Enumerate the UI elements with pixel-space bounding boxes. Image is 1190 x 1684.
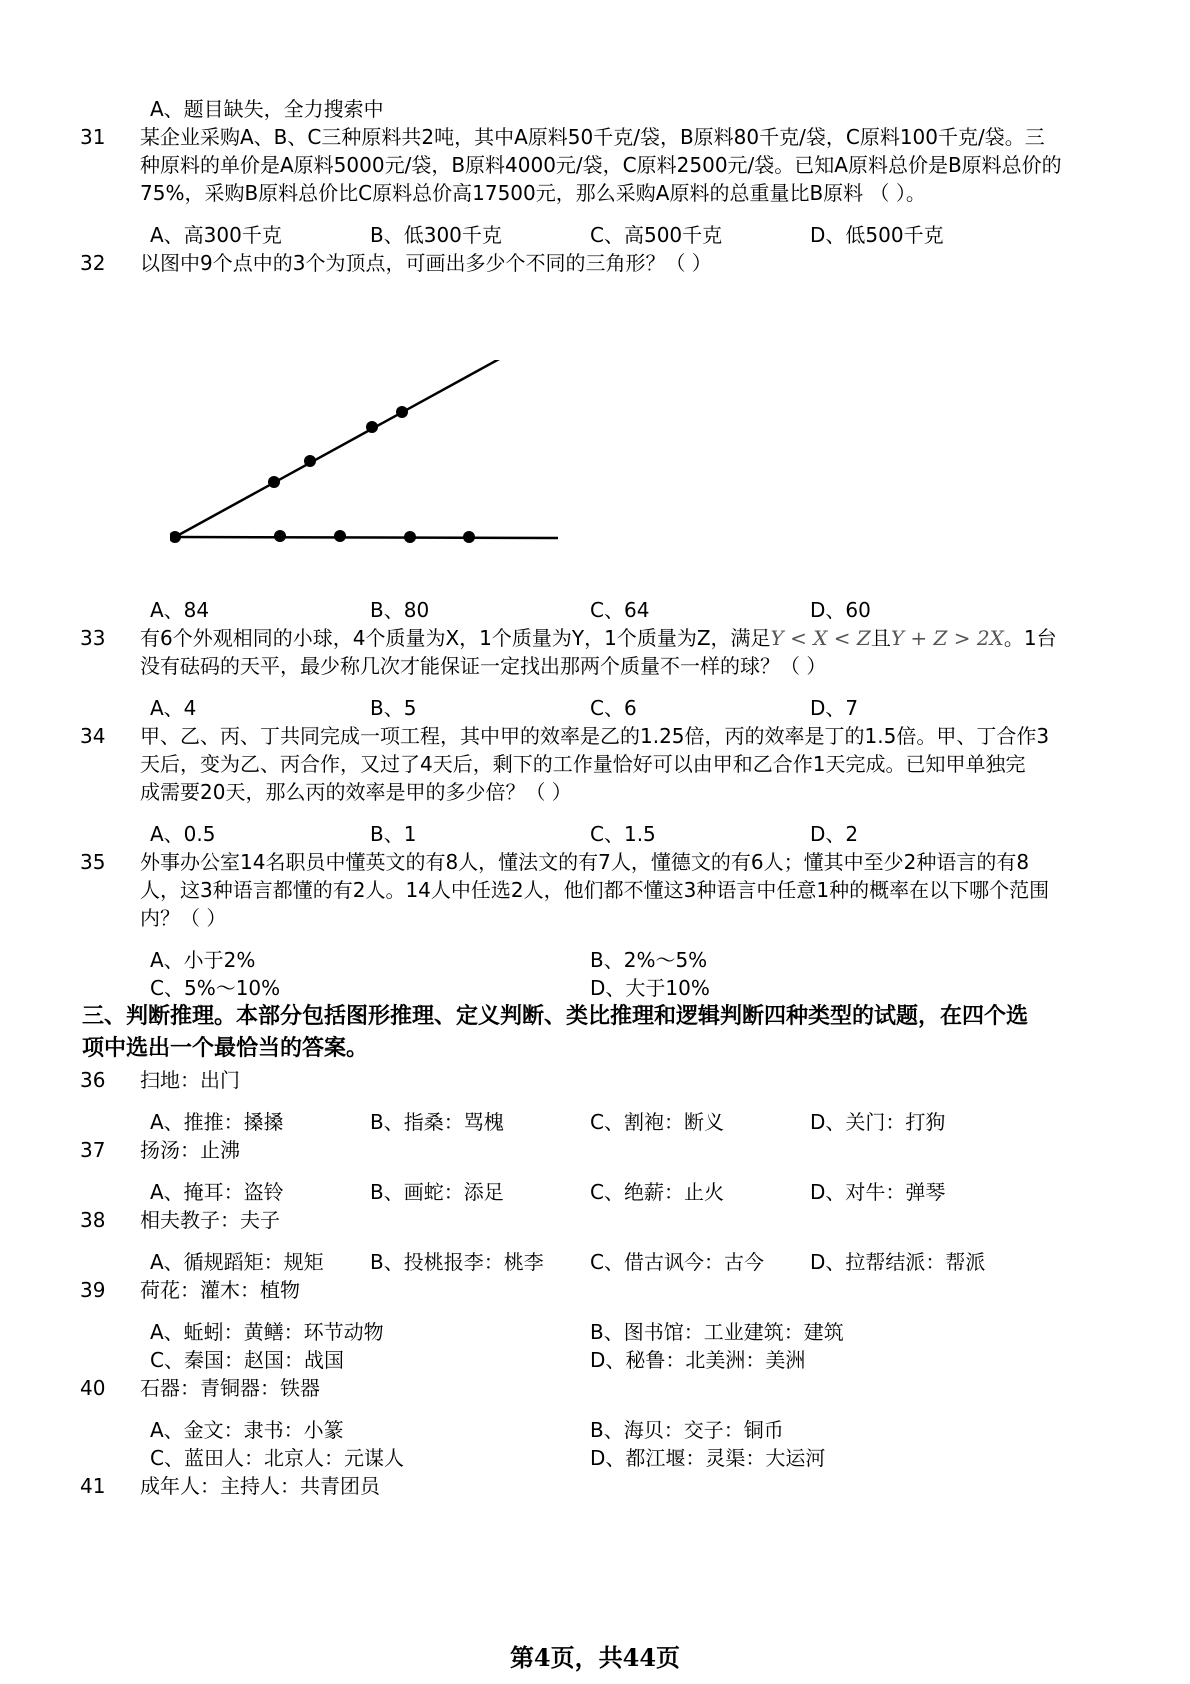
q38-option-d: D、拉帮结派：帮派 bbox=[810, 1250, 986, 1274]
lower-point-4 bbox=[463, 531, 475, 543]
q41-stem: 成年人：主持人：共青团员 bbox=[140, 1474, 380, 1498]
q31-stem-line-1: 某企业采购A、B、C三种原料共2吨，其中A原料50千克/袋，B原料80千克/袋，C原料100千克/袋。三 bbox=[140, 125, 1045, 149]
upper-ray-line bbox=[175, 360, 521, 537]
q33-stem-line-1 bbox=[140, 623, 1100, 653]
q35-option-d: D、大于10% bbox=[590, 976, 710, 1000]
q36-number: 36 bbox=[80, 1068, 106, 1092]
q35-number: 35 bbox=[80, 850, 106, 874]
q31-stem-line-2: 种原料的单价是A原料5000元/袋，B原料4000元/袋，C原料2500元/袋。已知A原料总价是B原料总价的 bbox=[140, 153, 1062, 177]
q40-stem: 石器：青铜器：铁器 bbox=[140, 1376, 320, 1400]
lower-ray-line bbox=[175, 537, 558, 538]
q36-option-c: C、割袍：断义 bbox=[590, 1110, 724, 1134]
lower-point-2 bbox=[334, 530, 346, 542]
q38-stem: 相夫教子：夫子 bbox=[140, 1208, 280, 1232]
q33-number: 33 bbox=[80, 626, 106, 650]
q34-stem-line-2: 天后，变为乙、丙合作，又过了4天后，剩下的工作量恰好可以由甲和乙合作1天完成。已知甲单独完 bbox=[140, 752, 1026, 776]
q39-option-d: D、秘鲁：北美洲：美洲 bbox=[590, 1348, 806, 1372]
q39-option-c: C、秦国：赵国：战国 bbox=[150, 1348, 344, 1372]
q40-option-a: A、金文：隶书：小篆 bbox=[150, 1418, 344, 1442]
q33-text-mid: 且 bbox=[870, 626, 891, 650]
q38-number: 38 bbox=[80, 1208, 106, 1232]
q34-option-c: C、1.5 bbox=[590, 822, 656, 846]
q36-option-d: D、关门：打狗 bbox=[810, 1110, 946, 1134]
q32-number: 32 bbox=[80, 251, 106, 275]
q38-option-a: A、循规蹈矩：规矩 bbox=[150, 1250, 324, 1274]
q33-option-b: B、5 bbox=[370, 696, 417, 720]
upper-point-1 bbox=[268, 476, 280, 488]
q37-option-d: D、对牛：弹琴 bbox=[810, 1180, 946, 1204]
q33-text-before: 有6个外观相同的小球，4个质量为X，1个质量为Y，1个质量为Z，满足 bbox=[140, 626, 771, 650]
q32-option-d: D、60 bbox=[810, 598, 871, 622]
q35-option-c: C、5%～10% bbox=[150, 976, 281, 1000]
q40-option-b: B、海贝：交子：铜币 bbox=[590, 1418, 784, 1442]
q32-option-b: B、80 bbox=[370, 598, 430, 622]
q31-option-c: C、高500千克 bbox=[590, 223, 723, 247]
q32-option-c: C、64 bbox=[590, 598, 650, 622]
q41-number: 41 bbox=[80, 1474, 106, 1498]
q33-option-d: D、7 bbox=[810, 696, 859, 720]
q37-option-b: B、画蛇：添足 bbox=[370, 1180, 504, 1204]
lower-point-1 bbox=[274, 530, 286, 542]
q34-option-b: B、1 bbox=[370, 822, 417, 846]
q31-option-d: D、低500千克 bbox=[810, 223, 944, 247]
q33-math-inequality: Y < X < Z bbox=[770, 626, 871, 650]
q33-stem-line-2: 没有砝码的天平，最少称几次才能保证一定找出那两个质量不一样的球？（ ） bbox=[140, 654, 827, 678]
q34-stem-line-1: 甲、乙、丙、丁共同完成一项工程，其中甲的效率是乙的1.25倍，丙的效率是丁的1.5倍。甲、丁合作3 bbox=[140, 724, 1050, 748]
q33-text-after: 。1台 bbox=[1003, 626, 1057, 650]
q32-stem: 以图中9个点中的3个为顶点，可画出多少个不同的三角形？（ ） bbox=[140, 251, 712, 275]
upper-point-4 bbox=[396, 406, 408, 418]
q33-option-a: A、4 bbox=[150, 696, 197, 720]
q40-number: 40 bbox=[80, 1376, 106, 1400]
q31-stem-line-3: 75%，采购B原料总价比C原料总价高17500元，那么采购A原料的总重量比B原料 （ ）。 bbox=[140, 181, 926, 205]
q35-stem-line-3: 内？（ ） bbox=[140, 906, 227, 930]
section-3-heading-line-1: 三、判断推理。本部分包括图形推理、定义判断、类比推理和逻辑判断四种类型的试题，在四个选 bbox=[82, 1004, 1029, 1029]
q33-math-sum: Y + Z > 2X bbox=[890, 626, 1004, 650]
q35-option-b: B、2%～5% bbox=[590, 948, 708, 972]
q39-option-a: A、蚯蚓：黄鳝：环节动物 bbox=[150, 1320, 384, 1344]
q38-option-c: C、借古讽今：古今 bbox=[590, 1250, 764, 1274]
q31-option-a: A、高300千克 bbox=[150, 223, 282, 247]
q31-option-b: B、低300千克 bbox=[370, 223, 502, 247]
q37-option-c: C、绝薪：止火 bbox=[590, 1180, 724, 1204]
q40-option-c: C、蓝田人：北京人：元谋人 bbox=[150, 1446, 404, 1470]
q30-option-a: A、题目缺失，全力搜索中 bbox=[150, 97, 384, 121]
q36-option-b: B、指桑：骂槐 bbox=[370, 1110, 504, 1134]
q36-stem: 扫地：出门 bbox=[140, 1068, 240, 1092]
page-footer: 第4页，共44页 bbox=[509, 1643, 681, 1672]
q31-number: 31 bbox=[80, 125, 106, 149]
q37-option-a: A、掩耳：盗铃 bbox=[150, 1180, 284, 1204]
q40-option-d: D、都江堰：灵渠：大运河 bbox=[590, 1446, 826, 1470]
vertex-point bbox=[170, 531, 181, 543]
q36-option-a: A、推推：搡搡 bbox=[150, 1110, 284, 1134]
q39-option-b: B、图书馆：工业建筑：建筑 bbox=[590, 1320, 844, 1344]
upper-point-2 bbox=[304, 455, 316, 467]
q33-option-c: C、6 bbox=[590, 696, 637, 720]
upper-point-3 bbox=[366, 421, 378, 433]
q39-number: 39 bbox=[80, 1278, 106, 1302]
q35-stem-line-2: 人，这3种语言都懂的有2人。14人中任选2人，他们都不懂这3种语言中任意1种的概率在以下哪个范围 bbox=[140, 878, 1050, 902]
q32-points-figure bbox=[170, 360, 570, 560]
lower-point-3 bbox=[404, 531, 416, 543]
q32-option-a: A、84 bbox=[150, 598, 210, 622]
q34-number: 34 bbox=[80, 724, 106, 748]
q37-number: 37 bbox=[80, 1138, 106, 1162]
q34-option-d: D、2 bbox=[810, 822, 859, 846]
q38-option-b: B、投桃报李：桃李 bbox=[370, 1250, 544, 1274]
q35-stem-line-1: 外事办公室14名职员中懂英文的有8人，懂法文的有7人，懂德文的有6人；懂其中至少2种语言的有8 bbox=[140, 850, 1030, 874]
q39-stem: 荷花：灌木：植物 bbox=[140, 1278, 300, 1302]
q34-stem-line-3: 成需要20天，那么丙的效率是甲的多少倍？（ ） bbox=[140, 780, 572, 804]
q35-option-a: A、小于2% bbox=[150, 948, 256, 972]
q34-option-a: A、0.5 bbox=[150, 822, 216, 846]
q37-stem: 扬汤：止沸 bbox=[140, 1138, 240, 1162]
section-3-heading-line-2: 项中选出一个最恰当的答案。 bbox=[82, 1036, 369, 1061]
